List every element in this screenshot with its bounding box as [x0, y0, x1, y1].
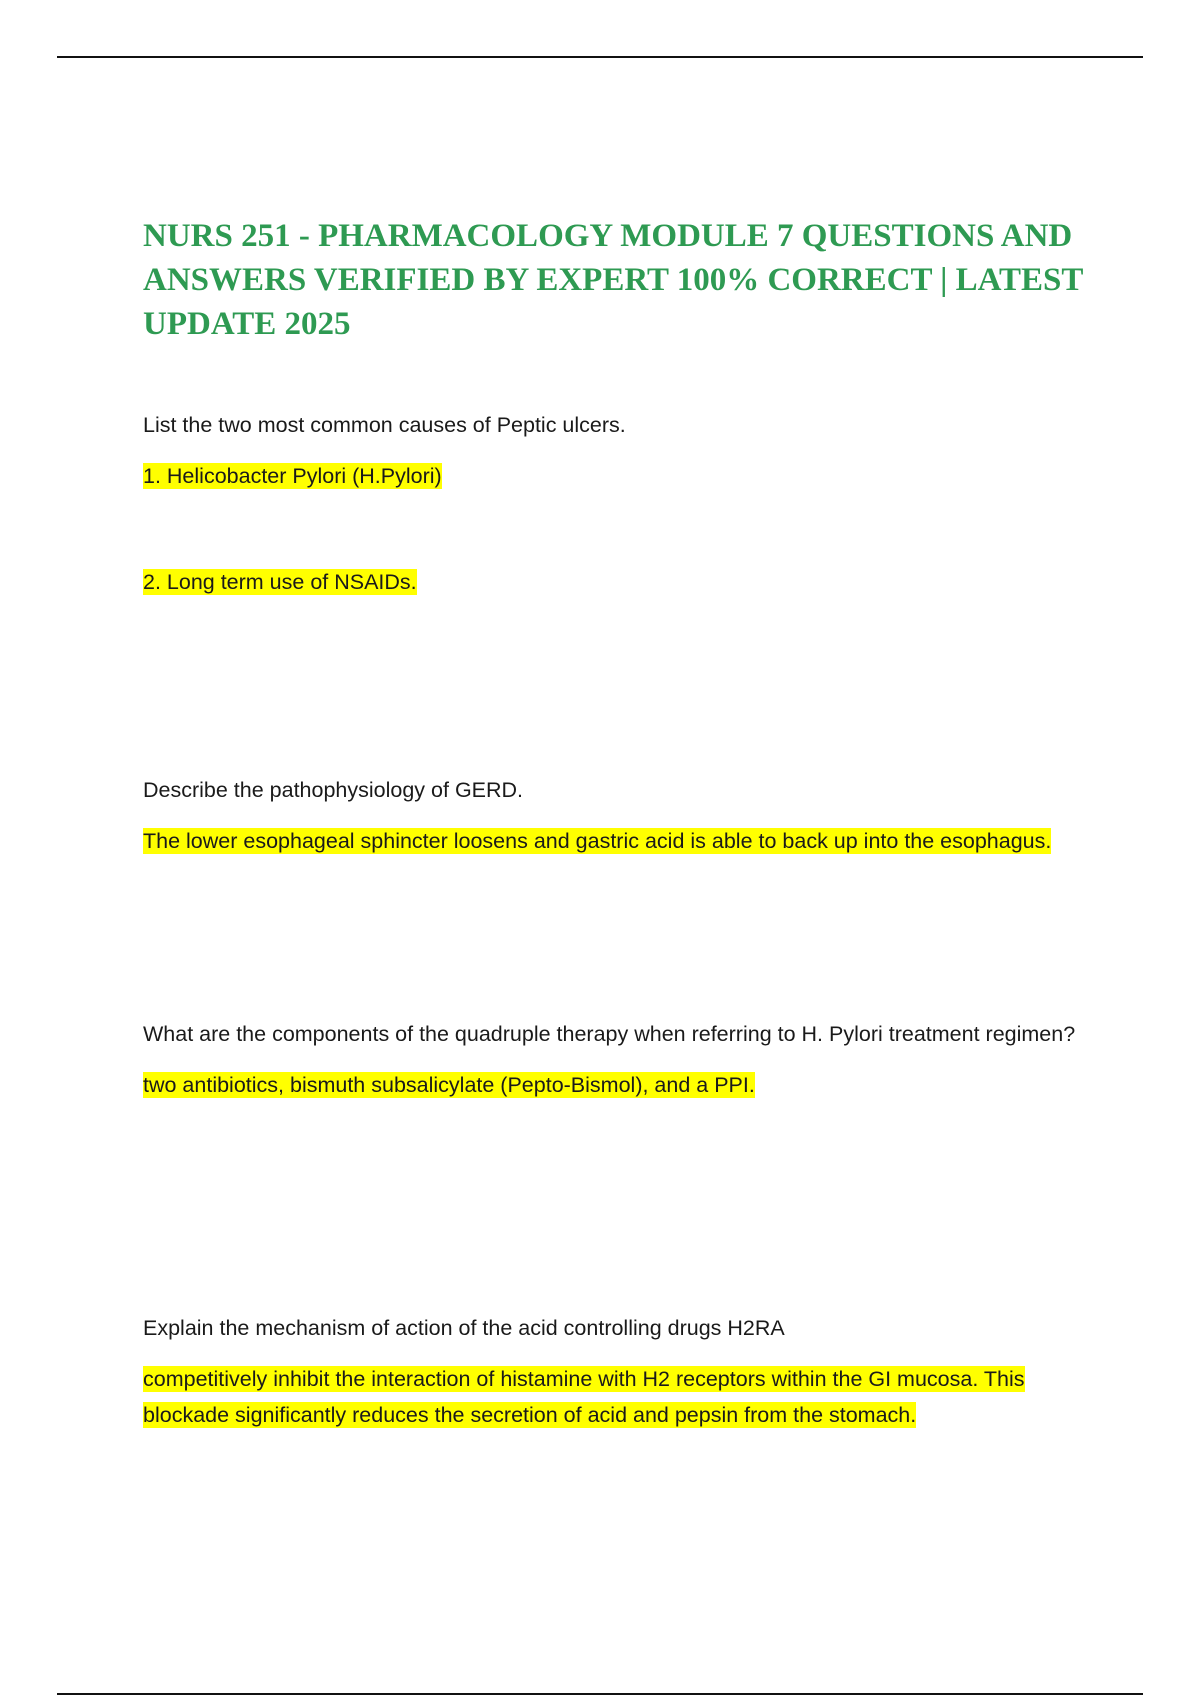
answer-highlight: two antibiotics, bismuth subsalicylate (Pepto-Bismol), and a PPI.: [143, 1073, 755, 1097]
answer-highlight: competitively inhibit the interaction of histamine with H2 receptors within the GI mucosa. This blockade significantly reduces the secretion of acid and pepsin from the stomach.: [143, 1367, 1025, 1427]
qa-item: [143, 1310, 1083, 1433]
question-text: Describe the pathophysiology of GERD.: [143, 778, 524, 802]
answer-text: [143, 564, 417, 600]
qa-item: [143, 772, 1083, 859]
document-title: NURS 251 - PHARMACOLOGY MODULE 7 QUESTIONS AND ANSWERS VERIFIED BY EXPERT 100% CORRECT | LATEST UPDATE 2025: [143, 218, 1083, 342]
question-text: What are the components of the quadruple therapy when referring to H. Pylori treatment regimen?: [143, 1022, 1076, 1046]
answer-text: [143, 458, 1083, 494]
qa-item: [143, 1016, 1083, 1103]
footer-rule: [57, 1693, 1143, 1695]
answer-highlight: The lower esophageal sphincter loosens and gastric acid is able to back up into the esophagus.: [143, 829, 1052, 853]
question-text: Explain the mechanism of action of the acid controlling drugs H2RA: [143, 1316, 785, 1340]
answer-text: [143, 1361, 1083, 1433]
answer-text: [143, 823, 1083, 859]
answer-highlight: 1. Helicobacter Pylori (H.Pylori): [143, 464, 442, 488]
qa-item: [143, 407, 1083, 494]
header-rule: [57, 56, 1143, 58]
question-text: List the two most common causes of Peptic ulcers.: [143, 413, 626, 437]
answer-text: [143, 1067, 1083, 1103]
answer-highlight: 2. Long term use of NSAIDs.: [143, 570, 417, 594]
